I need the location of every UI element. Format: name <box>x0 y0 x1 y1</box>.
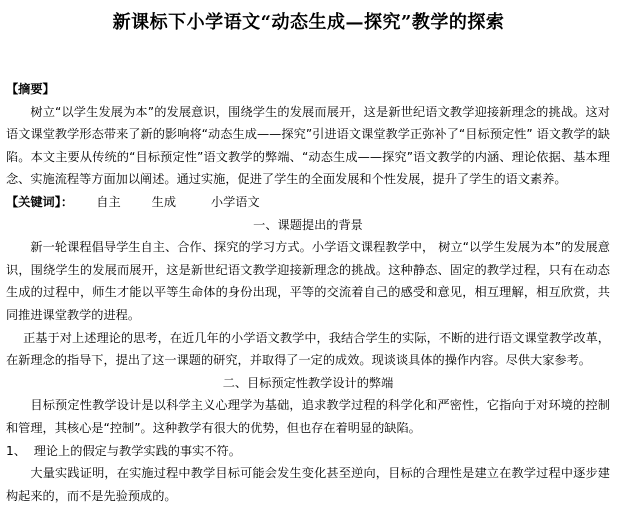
abstract-label: 【摘要】 <box>6 82 55 96</box>
section1-paragraph-2: 正基于对上述理论的思考，在近几年的小学语文教学中，我结合学生的实际，不断的进行语文课堂教学改革，在新理念的指导下，提出了这一课题的研究，并取得了一定的成效。现谈谈具体的操作内容。尽供大家参考。 <box>6 330 610 368</box>
list-item-1-number: 1、 <box>6 443 26 458</box>
section2-heading: 二、目标预定性教学设计的弊端 <box>222 375 394 390</box>
list-item-1-text: 理论上的假定与教学实践的事实不符。 <box>33 443 241 458</box>
section1-heading: 一、课题提出的背景 <box>253 217 363 232</box>
section1-paragraph-1: 新一轮课程倡导学生自主、合作、探究的学习方式。小学语文课程教学中， 树立“以学生发展为本”的发展意识，围绕学生的发展而展开，这是新世纪语文教学迎接新理念的挑战。这种静态、固定的教学过程，只有在动态生成的过程中，师生才能以平等生命体的身份出现，平等的交流着自己的感受和意见，相互理解，相互欣赏，共同推进课堂教学的进程。 <box>6 240 610 322</box>
abstract-paragraph: 树立“以学生发展为本”的发展意识，围绕学生的发展而展开，这是新世纪语文教学迎接新理念的挑战。这对语文课堂教学形态带来了新的影响将“动态生成——探究”引进语文课堂教学正弥补了“目标预定性” 语文教学的缺陷。本文主要从传统的“目标预定性”语文教学的弊端、“动态生成——探究”语文教学的内涵、理论依据、基本理念、实施流程等方面加以阐述。通过实施，促进了学生的全面发展和个性发展，提升了学生的语文素养。 <box>6 104 610 187</box>
abstract-label-line <box>6 78 610 101</box>
list-item-1 <box>6 440 610 463</box>
keyword-1: 自主 <box>96 194 121 209</box>
document-body <box>6 78 610 507</box>
keywords-line <box>6 191 610 214</box>
document-title: 新课标下小学语文“动态生成—探究”教学的探索 <box>112 12 505 33</box>
keywords-label: 【关键词】： <box>6 194 74 209</box>
section2-paragraph-2: 大量实践证明，在实施过程中教学目标可能会发生变化甚至逆向，目标的合理性是建立在教学过程中逐步建构起来的，而不是先验预成的。 <box>6 466 610 503</box>
keyword-2: 生成 <box>151 194 177 209</box>
section2-paragraph-1: 目标预定性教学设计是以科学主义心理学为基础，追求教学过程的科学化和严密性，它指向于对环境的控制和管理，其核心是“控制”。这种教学有很大的优势，但也存在着明显的缺陷。 <box>6 398 610 435</box>
keyword-3: 小学语文 <box>210 194 260 209</box>
